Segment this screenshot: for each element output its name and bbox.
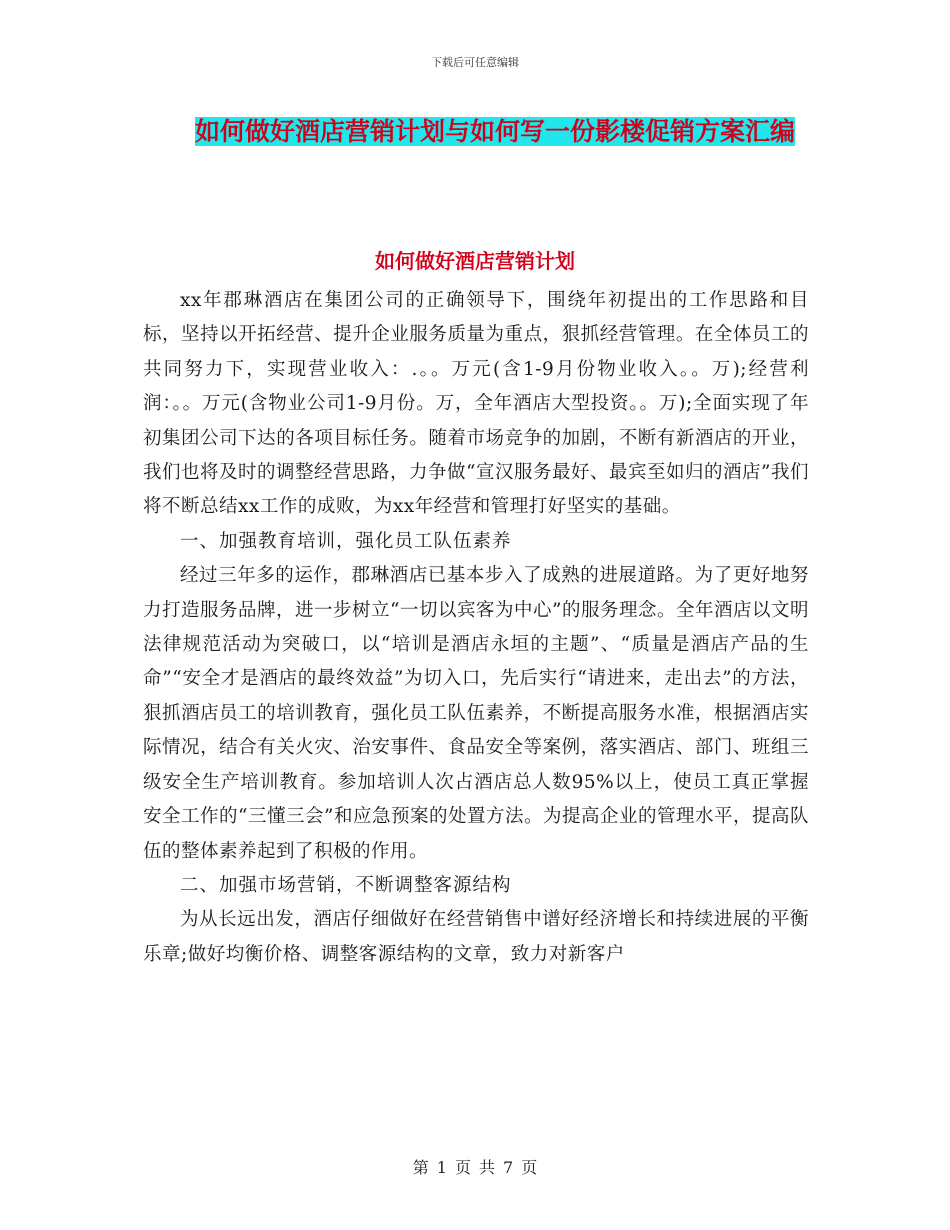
document-title-text: 如何做好酒店营销计划与如何写一份影楼促销方案汇编 [194, 117, 795, 146]
subheading-marketing: 二、加强市场营销，不断调整客源结构 [180, 874, 512, 896]
footer-page-unit: 页 [454, 1158, 471, 1177]
section-title: 如何做好酒店营销计划 [375, 249, 575, 273]
footer-page-label: 第 [412, 1158, 429, 1177]
header-note: 下载后可任意编辑 [431, 56, 519, 69]
subheading-training: 一、加强教育培训，强化员工队伍素养 [180, 530, 512, 552]
footer-total-unit: 页 [521, 1158, 538, 1177]
footer-total-label: 共 [479, 1158, 496, 1177]
paragraph-intro: xx年郡琳酒店在集团公司的正确领导下，围绕年初提出的工作思路和目标，坚持以开拓经营、提升企业服务质量为重点，狠抓经营管理。在全体员工的共同努力下，实现营业收入：.。。万元(含1-9月份物业收入。。万);经营利润：。。万元(含物业公司1-9月份。万，全年酒店大型投资。。万);全面实现了年初集团公司下达的各项目标任务。随着市场竞争的加剧，不断有新酒店的开业，我们也将及时的调整经营思路，力争做“宣汉服务最好、最宾至如归的酒店”我们将不断总结xx工作的成败，为xx年经营和管理打好坚实的基础。 [143, 290, 809, 518]
footer-total-number: 7 [503, 1158, 514, 1177]
paragraph-training: 经过三年多的运作，郡琳酒店已基本步入了成熟的进展道路。为了更好地努力打造服务品牌，进一步树立“一切以宾客为中心”的服务理念。全年酒店以文明法律规范活动为突破口，以“培训是酒店永垣的主题”、“质量是酒店产品的生命”“安全才是酒店的最终效益”为切入口，先后实行“请进来，走出去”的方法，狠抓酒店员工的培训教育，强化员工队伍素养，不断提高服务水准，根据酒店实际情况，结合有关火灾、治安事件、食品安全等案例，落实酒店、部门、班组三级安全生产培训教育。参加培训人次占酒店总人数95%以上，使员工真正掌握安全工作的“三懂三会”和应急预案的处置方法。为提高企业的管理水平，提高队伍的整体素养起到了积极的作用。 [143, 565, 809, 862]
page-footer [0, 1155, 950, 1178]
paragraph-marketing: 为从长远出发，酒店仔细做好在经营销售中谱好经济增长和持续进展的平衡乐章;做好均衡价格、调整客源结构的文章，致力对新客户 [143, 909, 809, 965]
body-text [143, 284, 809, 972]
document-title [150, 108, 840, 156]
footer-page-number: 1 [436, 1158, 447, 1177]
